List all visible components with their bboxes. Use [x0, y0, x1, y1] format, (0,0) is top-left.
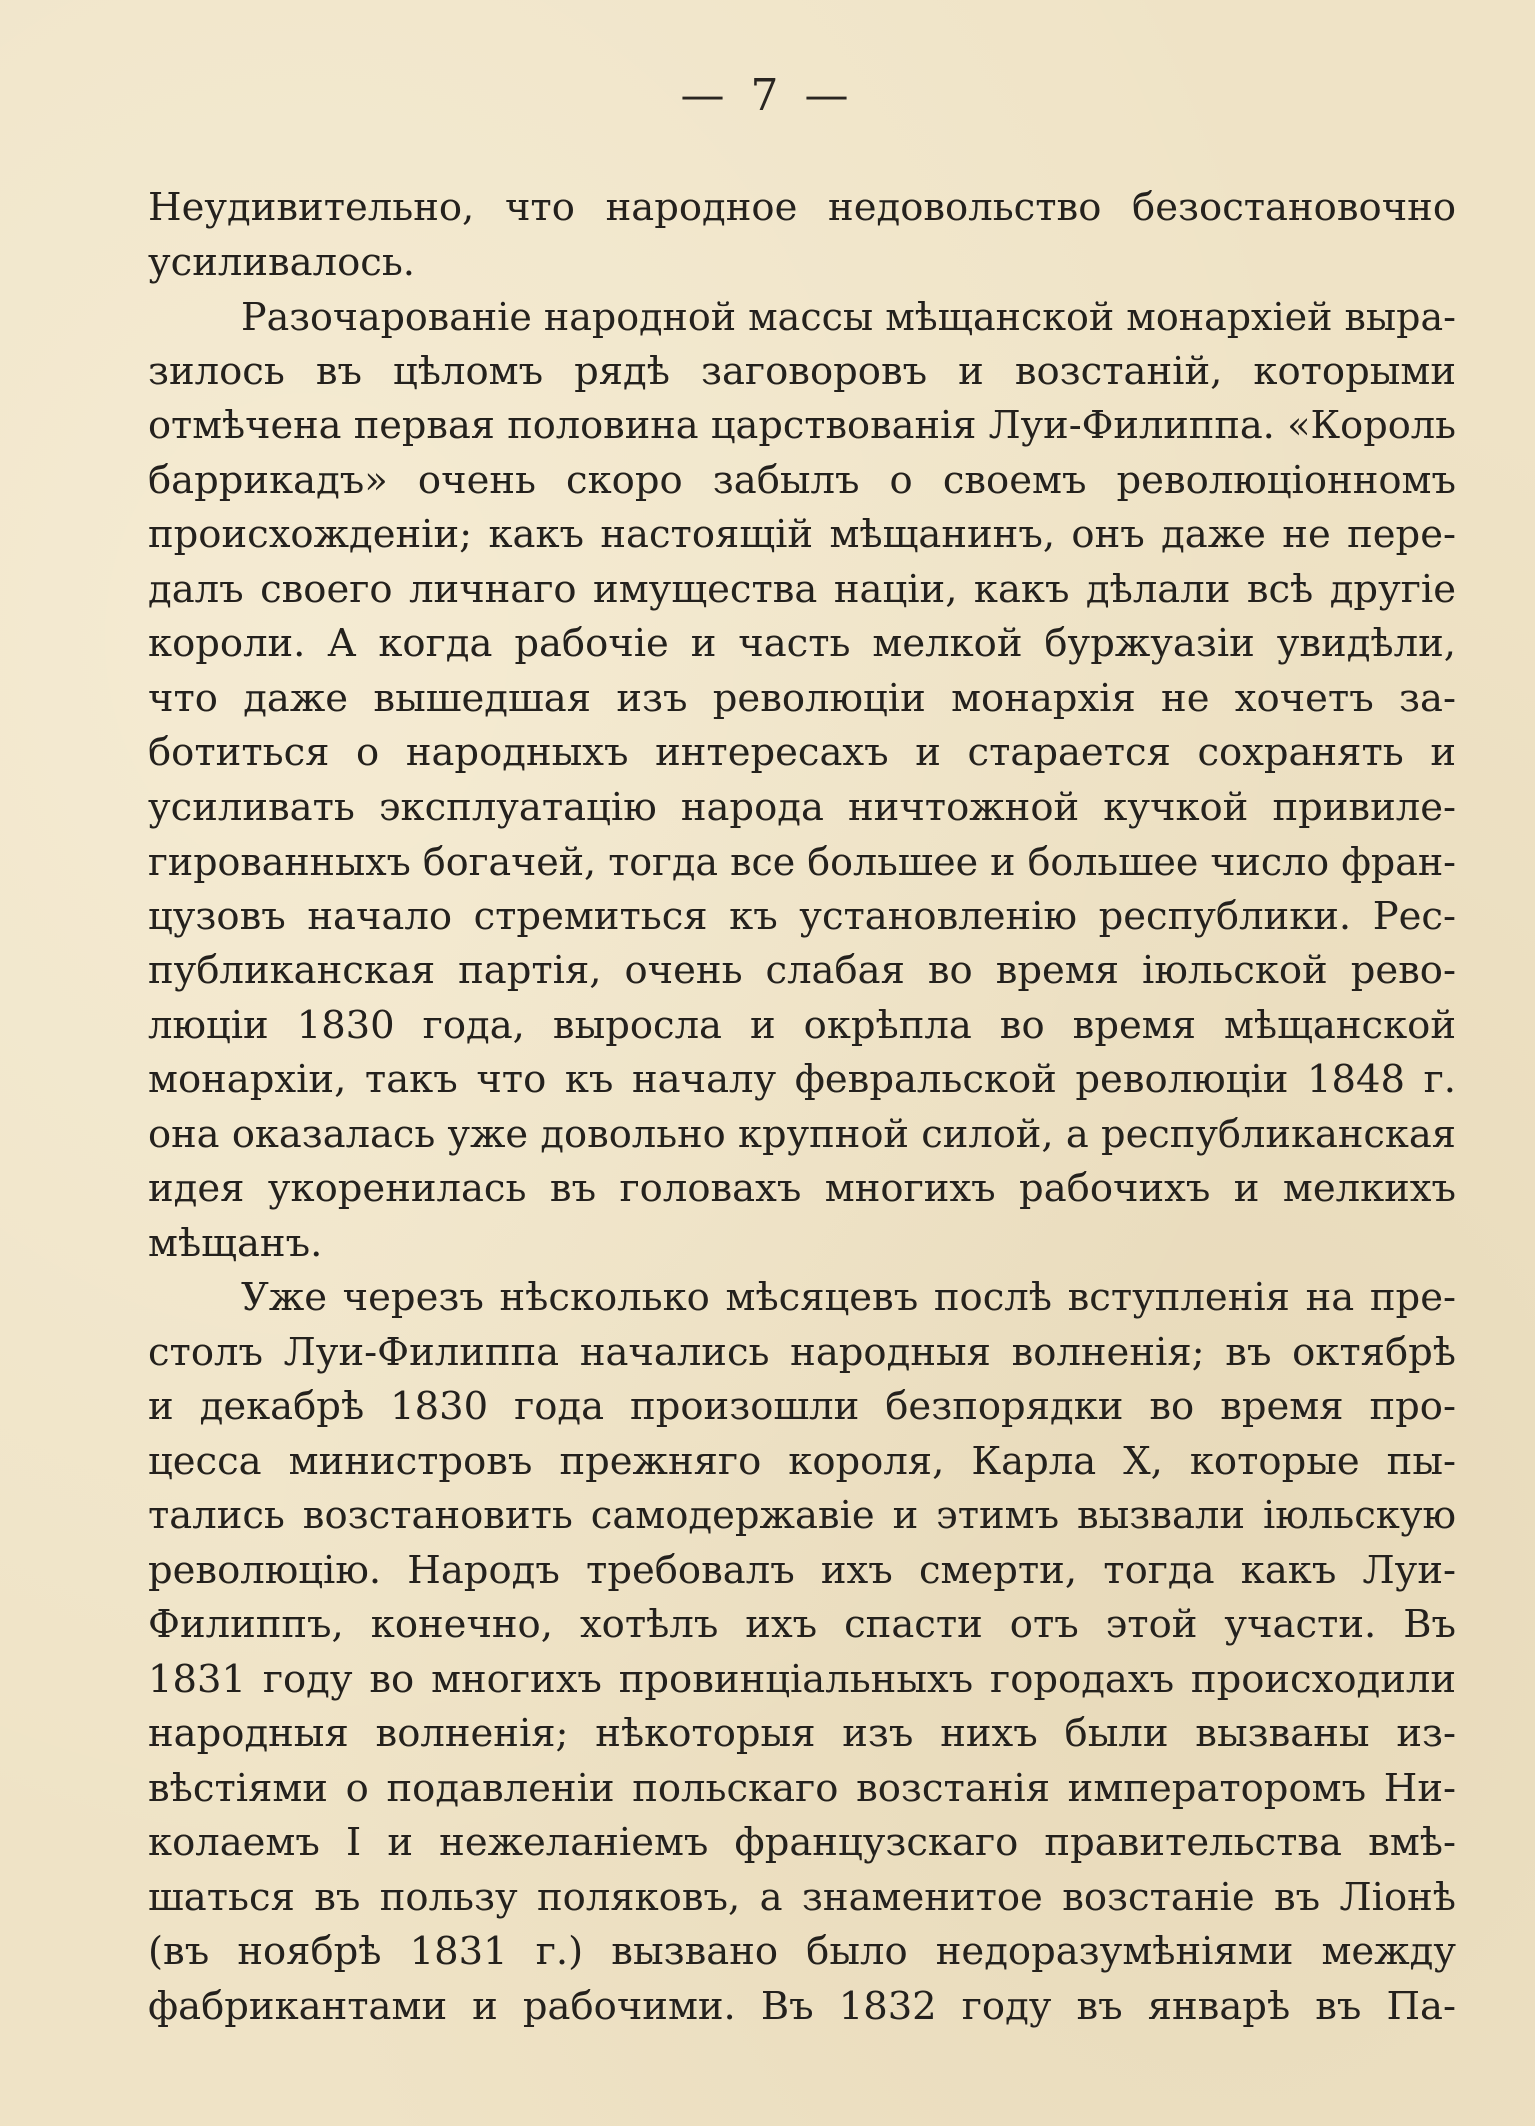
text-line: Разочарованіе народной массы мѣщанской монархіей выра- — [241, 295, 1456, 339]
text-line: что даже вышедшая изъ революціи монархія не хочетъ за- — [148, 675, 1456, 721]
text-line: шаться въ пользу поляковъ, а знаменитое возстаніе въ Ліонѣ — [148, 1874, 1456, 1920]
text-line: она оказалась уже довольно крупной силой, а республиканская — [148, 1111, 1456, 1157]
text-line: мѣщанъ. — [148, 1220, 323, 1266]
text-line: (въ ноябрѣ 1831 г.) вызвано было недоразумѣніями между — [148, 1929, 1456, 1974]
text-line: колаемъ I и нежеланіемъ французскаго правительства вмѣ- — [148, 1820, 1456, 1865]
text-line: публиканская партія, очень слабая во время іюльской рево- — [148, 948, 1456, 993]
text-line: гированныхъ богачей, тогда все большее и большее число фран- — [148, 840, 1456, 884]
text-line: революцію. Народъ требовалъ ихъ смерти, тогда какъ Луи- — [148, 1547, 1456, 1593]
text-line: Филиппъ, конечно, хотѣлъ ихъ спасти отъ этой участи. Въ — [148, 1602, 1456, 1647]
text-line: монархіи, такъ что къ началу февральской революціи 1848 г. — [148, 1057, 1456, 1102]
text-line: 1831 году во многихъ провинціальныхъ городахъ происходили — [148, 1656, 1456, 1702]
text-line: ботиться о народныхъ интересахъ и старается сохранять и — [148, 730, 1456, 775]
page-number: — 7 — — [680, 70, 855, 121]
text-line: цузовъ начало стремиться къ установленію республики. Рес- — [148, 893, 1456, 939]
text-line: Уже черезъ нѣсколько мѣсяцевъ послѣ вступленія на пре- — [241, 1275, 1456, 1320]
text-line: и декабрѣ 1830 года произошли безпорядки во время про- — [148, 1384, 1456, 1429]
text-line: усиливать эксплуатацію народа ничтожной кучкой привиле- — [148, 784, 1456, 830]
text-line: короли. А когда рабочіе и часть мелкой буржуазіи увидѣли, — [148, 621, 1456, 666]
text-line: народныя волненія; нѣкоторыя изъ нихъ были вызваны из- — [148, 1711, 1456, 1756]
text-line: отмѣчена первая половина царствованія Луи-Филиппа. «Король — [148, 403, 1456, 448]
text-line: происхожденіи; какъ настоящій мѣщанинъ, онъ даже не пере- — [148, 512, 1456, 557]
text-line: баррикадъ» очень скоро забылъ о своемъ революціонномъ — [148, 457, 1456, 503]
text-line: столъ Луи-Филиппа начались народныя волненія; въ октябрѣ — [148, 1329, 1456, 1375]
text-line: зилось въ цѣломъ рядѣ заговоровъ и возстаній, которыми — [148, 348, 1456, 394]
body-text — [148, 181, 1456, 2034]
text-line: идея укоренилась въ головахъ многихъ рабочихъ и мелкихъ — [148, 1166, 1456, 1211]
text-line: Неудивительно, что народное недовольство безостановочно — [148, 185, 1456, 230]
text-line: фабрикантами и рабочими. Въ 1832 году въ январѣ въ Па- — [148, 1983, 1456, 2029]
text-line: цесса министровъ прежняго короля, Карла X, которые пы- — [148, 1438, 1456, 1484]
text-line: люціи 1830 года, выросла и окрѣпла во время мѣщанской — [148, 1002, 1456, 1048]
text-line: далъ своего личнаго имущества націи, какъ дѣлали всѣ другіе — [148, 566, 1456, 612]
text-line: вѣстіями о подавленіи польскаго возстанія императоромъ Ни- — [148, 1765, 1456, 1811]
text-line: усиливалось. — [148, 239, 416, 285]
text-line: тались возстановить самодержавіе и этимъ вызвали іюльскую — [148, 1493, 1456, 1538]
